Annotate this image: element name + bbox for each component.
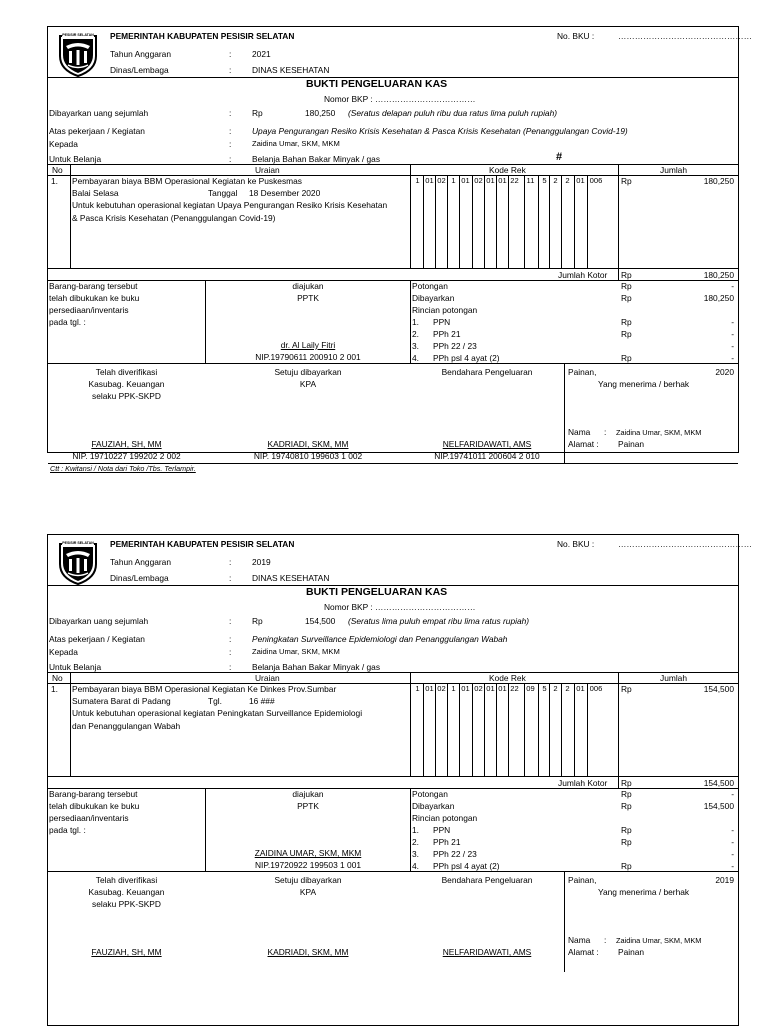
row-amount: 180,250 [703, 176, 734, 186]
kode-rek-cell: 09 [526, 684, 535, 693]
dibayarkan-value: 154,500 [703, 801, 734, 811]
pptk-label: PPTK [297, 801, 319, 811]
kode-rek-cell: 1 [451, 176, 456, 185]
kode-rek-cell: 5 [542, 684, 547, 693]
table-body-line [48, 776, 738, 777]
pot-2-no: 2. [412, 329, 419, 339]
pot-rp: Rp [621, 317, 632, 327]
uraian-line-3: Untuk kebutuhan operasional kegiatan Upaya Pengurangan Resiko Krisis Kesehatan [72, 200, 388, 210]
no-bku-label: No. BKU : [557, 539, 595, 549]
painan-year: 2020 [715, 367, 734, 377]
pot-rp: Rp [621, 825, 632, 835]
pot-rp: Rp [621, 353, 632, 363]
nomor-bkp: Nomor BKP : ……………………………… [324, 94, 476, 104]
jumlah-kotor-rp: Rp [621, 270, 632, 280]
svg-text:PESISIR SELATAN: PESISIR SELATAN [62, 541, 94, 545]
pptk-name: dr. Al Laily Fitri [280, 340, 336, 350]
rincian-label: Rincian potongan [412, 305, 478, 315]
hash-mark: # [556, 151, 563, 163]
nama-label: Nama [568, 935, 591, 945]
kode-rek-cell: 2 [553, 176, 558, 185]
col-uraian: Uraian [255, 165, 280, 175]
colon: : [229, 49, 232, 59]
colon: : [229, 647, 232, 657]
rp-label: Rp [252, 108, 263, 118]
pot-4-no: 4. [412, 353, 419, 363]
jumlah-kotor-rp: Rp [621, 778, 632, 788]
kode-rek-cell: 01 [486, 176, 495, 185]
pot-3-label: PPh 22 / 23 [433, 849, 477, 859]
colon: : [229, 139, 232, 149]
pot-1-value: - [731, 317, 734, 327]
potongan-value: - [731, 281, 734, 291]
kode-rek-cell: 5 [542, 176, 547, 185]
pot-1-label: PPN [433, 825, 451, 835]
nama-label: Nama [568, 427, 591, 437]
tahun-value: 2019 [252, 557, 271, 567]
col-no: No [52, 165, 63, 175]
pot-3-no: 3. [412, 849, 419, 859]
verif-line-3: selaku PPK-SKPD [92, 391, 161, 401]
kode-rek-cell: 01 [498, 684, 507, 693]
kode-rek-cell: 2 [565, 176, 570, 185]
nama-value: Zaidina Umar, SKM, MKM [616, 936, 702, 945]
kode-rek-cell: 02 [437, 176, 446, 185]
pot-1-no: 1. [412, 825, 419, 835]
rp-label: Rp [252, 616, 263, 626]
barang-line-4: pada tgl. : [49, 825, 86, 835]
barang-line-4: pada tgl. : [49, 317, 86, 327]
kode-rek-cell: 01 [498, 176, 507, 185]
uraian-line-4: dan Penanggulangan Wabah [72, 721, 181, 731]
pptk-name: ZAIDINA UMAR, SKM, MKM [254, 848, 362, 858]
col-jumlah: Jumlah [660, 673, 687, 683]
col-no: No [52, 673, 63, 683]
regency-emblem-icon [56, 538, 100, 586]
colon: : [229, 634, 232, 644]
dinas-value: DINAS KESEHATAN [252, 65, 330, 75]
potongan-label: Potongan [412, 281, 448, 291]
form-title: BUKTI PENGELUARAN KAS [306, 586, 448, 598]
potongan-value: - [731, 789, 734, 799]
row-rp: Rp [621, 176, 632, 186]
pot-1-label: PPN [433, 317, 451, 327]
jumlah-kotor-label: Jumlah Kotor [558, 778, 608, 788]
pot-3-no: 3. [412, 341, 419, 351]
potongan-label: Potongan [412, 789, 448, 799]
uraian-line-1: Pembayaran biaya BBM Operasional Kegiatan ke Puskesmas [72, 176, 302, 186]
no-bku-value: ………………………………………… [618, 31, 752, 41]
belanja-value: Belanja Bahan Bakar Minyak / gas [252, 662, 381, 672]
colon: : [229, 616, 232, 626]
barang-line-2: telah dibukukan ke buku [49, 801, 140, 811]
colon: : [229, 154, 232, 164]
painan-year: 2019 [715, 875, 734, 885]
table-body-line [48, 268, 738, 269]
pot-rp: Rp [621, 281, 632, 291]
bukti-pengeluaran-kas-form [47, 26, 752, 473]
diajukan: diajukan [292, 789, 324, 799]
pot-3-value: - [731, 849, 734, 859]
no-bku-value: ………………………………………… [618, 539, 752, 549]
kode-rek-cell: 1 [415, 176, 420, 185]
kode-rek-cell: 01 [461, 684, 470, 693]
kode-rek-cell: 006 [589, 176, 603, 185]
verif-line-3: selaku PPK-SKPD [92, 899, 161, 909]
bendahara-label: Bendahara Pengeluaran [441, 875, 533, 885]
terbilang: (Seratus lima puluh empat ribu lima ratus rupiah) [348, 616, 530, 626]
dibayarkan-row-label: Dibayarkan [412, 801, 455, 811]
kode-rek-cell: 1 [415, 684, 420, 693]
kode-rek-cell: 01 [425, 176, 434, 185]
pot-2-label: PPh 21 [433, 837, 461, 847]
alamat-label: Alamat : [568, 439, 599, 449]
kode-rek-cell: 11 [526, 176, 535, 185]
amount: 154,500 [305, 616, 336, 626]
painan-label: Painan, [568, 367, 597, 377]
col-jumlah: Jumlah [660, 165, 687, 175]
terbilang: (Seratus delapan puluh ribu dua ratus lima puluh rupiah) [348, 108, 558, 118]
colon: : [229, 126, 232, 136]
no-bku-label: No. BKU : [557, 31, 595, 41]
atas-label: Atas pekerjaan / Kegiatan [49, 634, 145, 644]
dinas-label: Dinas/Lembaga [110, 65, 169, 75]
col-kode: Kode Rek [489, 165, 526, 175]
signer-1-name: FAUZIAH, SH, MM [91, 439, 162, 449]
kpa-label: KPA [299, 379, 317, 389]
tahun-value: 2021 [252, 49, 271, 59]
colon: : [604, 427, 607, 437]
colon: : [604, 935, 607, 945]
pptk-label: PPTK [297, 293, 319, 303]
kepada-label: Kepada [49, 647, 78, 657]
dinas-value: DINAS KESEHATAN [252, 573, 330, 583]
alamat-value: Painan [618, 439, 645, 449]
kode-rek-cell: 22 [510, 684, 519, 693]
header-title: PEMERINTAH KABUPATEN PESISIR SELATAN [110, 31, 295, 41]
kode-rek-cell: 02 [437, 684, 446, 693]
amount: 180,250 [305, 108, 336, 118]
bendahara-label: Bendahara Pengeluaran [441, 367, 533, 377]
tahun-label: Tahun Anggaran [110, 557, 172, 567]
colon: : [229, 557, 232, 567]
pot-rp: Rp [621, 789, 632, 799]
kepada-value: Zaidina Umar, SKM, MKM [252, 139, 340, 148]
bukti-pengeluaran-kas-form [47, 534, 752, 1026]
kode-rek-cell: 01 [576, 176, 585, 185]
nama-value: Zaidina Umar, SKM, MKM [616, 428, 702, 437]
signer-2-name: KADRIADI, SKM, MM [267, 947, 349, 957]
pot-rp: Rp [621, 293, 632, 303]
rincian-label: Rincian potongan [412, 813, 478, 823]
barang-line-1: Barang-barang tersebut [49, 789, 138, 799]
pot-2-no: 2. [412, 837, 419, 847]
verif-line-2: Kasubag. Keuangan [88, 379, 165, 389]
pot-2-value: - [731, 837, 734, 847]
uraian-line-2: Sumatera Barat di Padang [72, 696, 171, 706]
barang-line-1: Barang-barang tersebut [49, 281, 138, 291]
setuju-label: Setuju dibayarkan [274, 875, 342, 885]
signer-2-name: KADRIADI, SKM, MM [267, 439, 349, 449]
pot-4-no: 4. [412, 861, 419, 871]
signer-3-nip: NIP.19741011 200604 2 010 [434, 451, 540, 461]
kode-rek-cell: 006 [589, 684, 603, 693]
table-top-line [48, 164, 738, 165]
dibayarkan-label: Dibayarkan uang sejumlah [49, 108, 149, 118]
uraian-line-2: Balai Selasa [72, 188, 119, 198]
pot-4-label: PPh psl 4 ayat (2) [433, 861, 500, 871]
kepada-label: Kepada [49, 139, 78, 149]
painan-label: Painan, [568, 875, 597, 885]
alamat-value: Painan [618, 947, 645, 957]
kode-rek-cell: 22 [510, 176, 519, 185]
dibayarkan-label: Dibayarkan uang sejumlah [49, 616, 149, 626]
barang-line-3: persediaan/inventaris [49, 305, 129, 315]
barang-line-2: telah dibukukan ke buku [49, 293, 140, 303]
pot-rp: Rp [621, 837, 632, 847]
pot-1-no: 1. [412, 317, 419, 327]
alamat-label: Alamat : [568, 947, 599, 957]
col-kode: Kode Rek [489, 673, 526, 683]
uraian-tgl-value: 16 ### [249, 696, 275, 706]
pot-2-value: - [731, 329, 734, 339]
colon: : [229, 65, 232, 75]
barang-line-3: persediaan/inventaris [49, 813, 129, 823]
pot-rp: Rp [621, 329, 632, 339]
uraian-line-3: Untuk kebutuhan operasional kegiatan Peningkatan Surveillance Epidemiologi [72, 708, 363, 718]
pot-3-value: - [731, 341, 734, 351]
row-amount: 154,500 [703, 684, 734, 694]
diajukan: diajukan [292, 281, 324, 291]
kode-rek-cell: 01 [576, 684, 585, 693]
signer-3-name: NELFARIDAWATI, AMS [442, 947, 532, 957]
kode-rek-cell: 02 [474, 684, 483, 693]
svg-text:PESISIR SELATAN: PESISIR SELATAN [62, 33, 94, 37]
setuju-label: Setuju dibayarkan [274, 367, 342, 377]
uraian-tgl-label: Tanggal [208, 188, 238, 198]
dinas-label: Dinas/Lembaga [110, 573, 169, 583]
penerima-label: Yang menerima / berhak [598, 887, 690, 897]
kode-rek-cell: 2 [565, 684, 570, 693]
verif-line-1: Telah diverifikasi [95, 367, 158, 377]
verif-line-2: Kasubag. Keuangan [88, 887, 165, 897]
pot-2-label: PPh 21 [433, 329, 461, 339]
col-uraian: Uraian [255, 673, 280, 683]
penerima-label: Yang menerima / berhak [598, 379, 690, 389]
header-title: PEMERINTAH KABUPATEN PESISIR SELATAN [110, 539, 295, 549]
pot-4-value: - [731, 861, 734, 871]
atas-value: Peningkatan Surveillance Epidemiologi dan Penanggulangan Wabah [252, 634, 508, 644]
nomor-bkp: Nomor BKP : ……………………………… [324, 602, 476, 612]
colon: : [229, 662, 232, 672]
pot-4-value: - [731, 353, 734, 363]
kode-rek-cell: 01 [461, 176, 470, 185]
kode-rek-cell: 01 [425, 684, 434, 693]
tahun-label: Tahun Anggaran [110, 49, 172, 59]
pot-3-label: PPh 22 / 23 [433, 341, 477, 351]
jumlah-kotor-value: 180,250 [703, 270, 734, 280]
pptk-nip: NIP.19790611 200910 2 001 [255, 352, 361, 362]
signer-1-nip: NIP. 19710227 199202 2 002 [72, 451, 181, 461]
kode-rek-cell: 02 [474, 176, 483, 185]
colon: : [229, 573, 232, 583]
kode-rek-cell: 1 [451, 684, 456, 693]
atas-label: Atas pekerjaan / Kegiatan [49, 126, 145, 136]
kpa-label: KPA [299, 887, 317, 897]
catatan: Ctt : Kwitansi / Nota dari Toko /Tbs. Terlampir. [50, 464, 196, 473]
pptk-nip: NIP.19720922 199503 1 001 [254, 860, 362, 870]
signer-1-name: FAUZIAH, SH, MM [91, 947, 162, 957]
uraian-tgl-value: 18 Desember 2020 [249, 188, 321, 198]
row-no: 1. [51, 176, 58, 186]
row-no: 1. [51, 684, 58, 694]
kode-rek-cell: 01 [486, 684, 495, 693]
atas-value: Upaya Pengurangan Resiko Krisis Kesehatan & Pasca Krisis Kesehatan (Penanggulangan Covid-19) [252, 126, 628, 136]
form-title: BUKTI PENGELUARAN KAS [306, 78, 448, 90]
colon: : [229, 108, 232, 118]
row-rp: Rp [621, 684, 632, 694]
signer-3-name: NELFARIDAWATI, AMS [442, 439, 532, 449]
belanja-label: Untuk Belanja [49, 154, 102, 164]
pot-4-label: PPh psl 4 ayat (2) [433, 353, 500, 363]
dibayarkan-row-label: Dibayarkan [412, 293, 455, 303]
pot-1-value: - [731, 825, 734, 835]
regency-emblem-icon [56, 30, 100, 78]
verif-line-1: Telah diverifikasi [95, 875, 158, 885]
kode-rek-cell: 2 [553, 684, 558, 693]
signer-2-nip: NIP. 19740810 199603 1 002 [253, 451, 363, 461]
belanja-value: Belanja Bahan Bakar Minyak / gas [252, 154, 381, 164]
kepada-value: Zaidina Umar, SKM, MKM [252, 647, 340, 656]
uraian-tgl-label: Tgl. [208, 696, 222, 706]
jumlah-kotor-label: Jumlah Kotor [558, 270, 608, 280]
uraian-line-4: & Pasca Krisis Kesehatan (Penanggulangan Covid-19) [72, 213, 276, 223]
belanja-label: Untuk Belanja [49, 662, 102, 672]
table-top-line [48, 672, 738, 673]
dibayarkan-value: 180,250 [703, 293, 734, 303]
jumlah-kotor-value: 154,500 [703, 778, 734, 788]
pot-rp: Rp [621, 801, 632, 811]
uraian-line-1: Pembayaran biaya BBM Operasional Kegiatan Ke Dinkes Prov.Sumbar [72, 684, 337, 694]
pot-rp: Rp [621, 861, 632, 871]
